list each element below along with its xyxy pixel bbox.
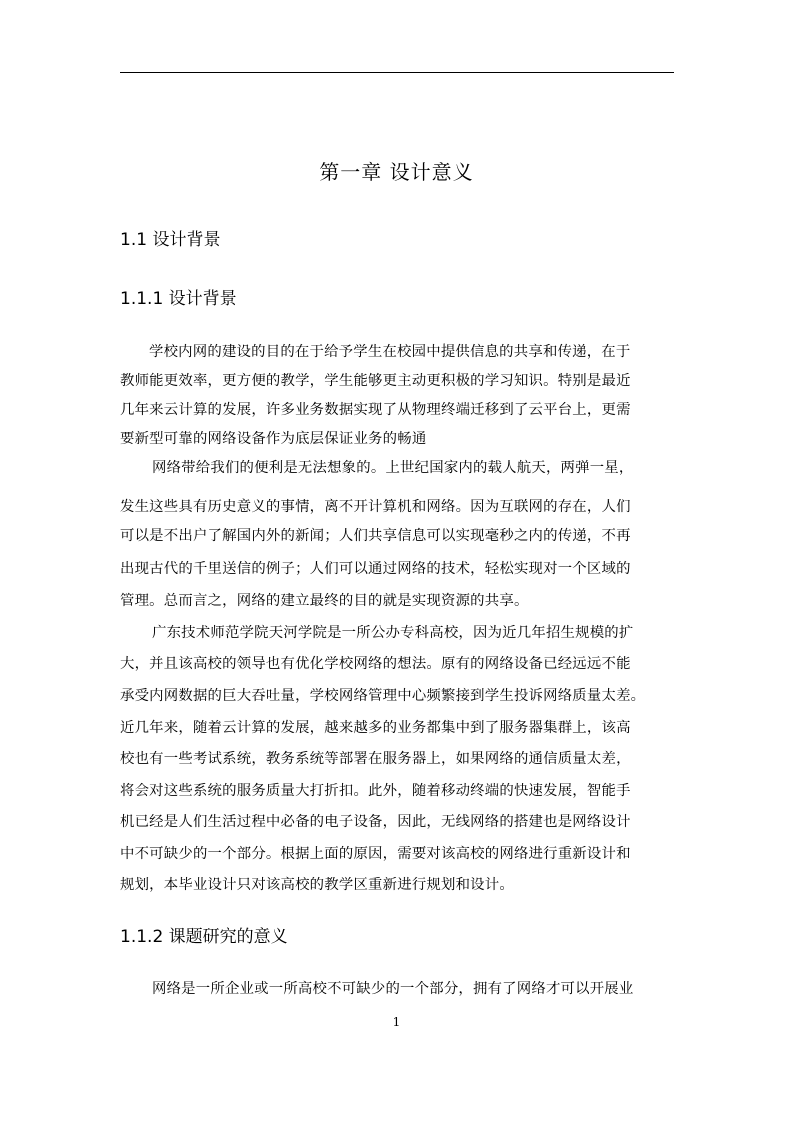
paragraph-line: 大，并且该高校的领导也有优化学校网络的想法。原有的网络设备已经远远不能 xyxy=(120,656,631,672)
paragraph-line: 机已经是人们生活过程中必备的电子设备，因此，无线网络的搭建也是网络设计 xyxy=(120,814,631,830)
paragraph-line: 几年来云计算的发展，许多业务数据实现了从物理终端迁移到了云平台上，更需 xyxy=(120,402,631,418)
paragraph-line: 近几年来，随着云计算的发展，越来越多的业务都集中到了服务器集群上，该高 xyxy=(120,720,631,736)
paragraph-line: 要新型可靠的网络设备作为底层保证业务的畅通 xyxy=(120,431,427,447)
paragraph-line: 广东技术师范学院天河学院是一所公办专科高校，因为近几年招生规模的扩 xyxy=(152,625,634,641)
paragraph-line: 校也有一些考试系统，教务系统等部署在服务器上，如果网络的通信质量太差， xyxy=(120,751,631,767)
paragraph-line: 网络带给我们的便利是无法想象的。上世纪国家内的载人航天，两弹一星， xyxy=(152,460,634,476)
paragraph-line: 发生这些具有历史意义的事情，离不开计算机和网络。因为互联网的存在，人们 xyxy=(120,499,631,515)
paragraph-line: 网络是一所企业或一所高校不可缺少的一个部分，拥有了网络才可以开展业 xyxy=(152,981,634,997)
header-rule xyxy=(120,72,674,73)
paragraph-line: 承受内网数据的巨大吞吐量，学校网络管理中心频繁接到学生投诉网络质量太差。 xyxy=(120,688,646,704)
paragraph-line: 学校内网的建设的目的在于给予学生在校园中提供信息的共享和传递，在于 xyxy=(149,344,631,360)
paragraph-line: 将会对这些系统的服务质量大打折扣。此外，随着移动终端的快速发展，智能手 xyxy=(120,783,631,799)
paragraph-line: 可以是不出户了解国内外的新闻；人们共享信息可以实现毫秒之内的传递，不再 xyxy=(120,528,631,544)
chapter-title: 第一章 设计意义 xyxy=(319,160,474,184)
section-heading-1-1: 1.1 设计背景 xyxy=(120,230,221,250)
section-heading-1-1-1: 1.1.1 设计背景 xyxy=(120,289,237,309)
paragraph-line: 管理。总而言之，网络的建立最终的目的就是实现资源的共享。 xyxy=(120,593,529,609)
paragraph-line: 规划，本毕业设计只对该高校的教学区重新进行规划和设计。 xyxy=(120,877,514,893)
paragraph-line: 中不可缺少的一个部分。根据上面的原因，需要对该高校的网络进行重新设计和 xyxy=(120,846,631,862)
paragraph-line: 出现古代的千里送信的例子；人们可以通过网络的技术，轻松实现对一个区域的 xyxy=(120,561,631,577)
section-heading-1-1-2: 1.1.2 课题研究的意义 xyxy=(120,927,288,947)
page-number: 1 xyxy=(392,1015,401,1029)
paragraph-line: 教师能更效率，更方便的教学，学生能够更主动更积极的学习知识。特别是最近 xyxy=(120,373,631,389)
